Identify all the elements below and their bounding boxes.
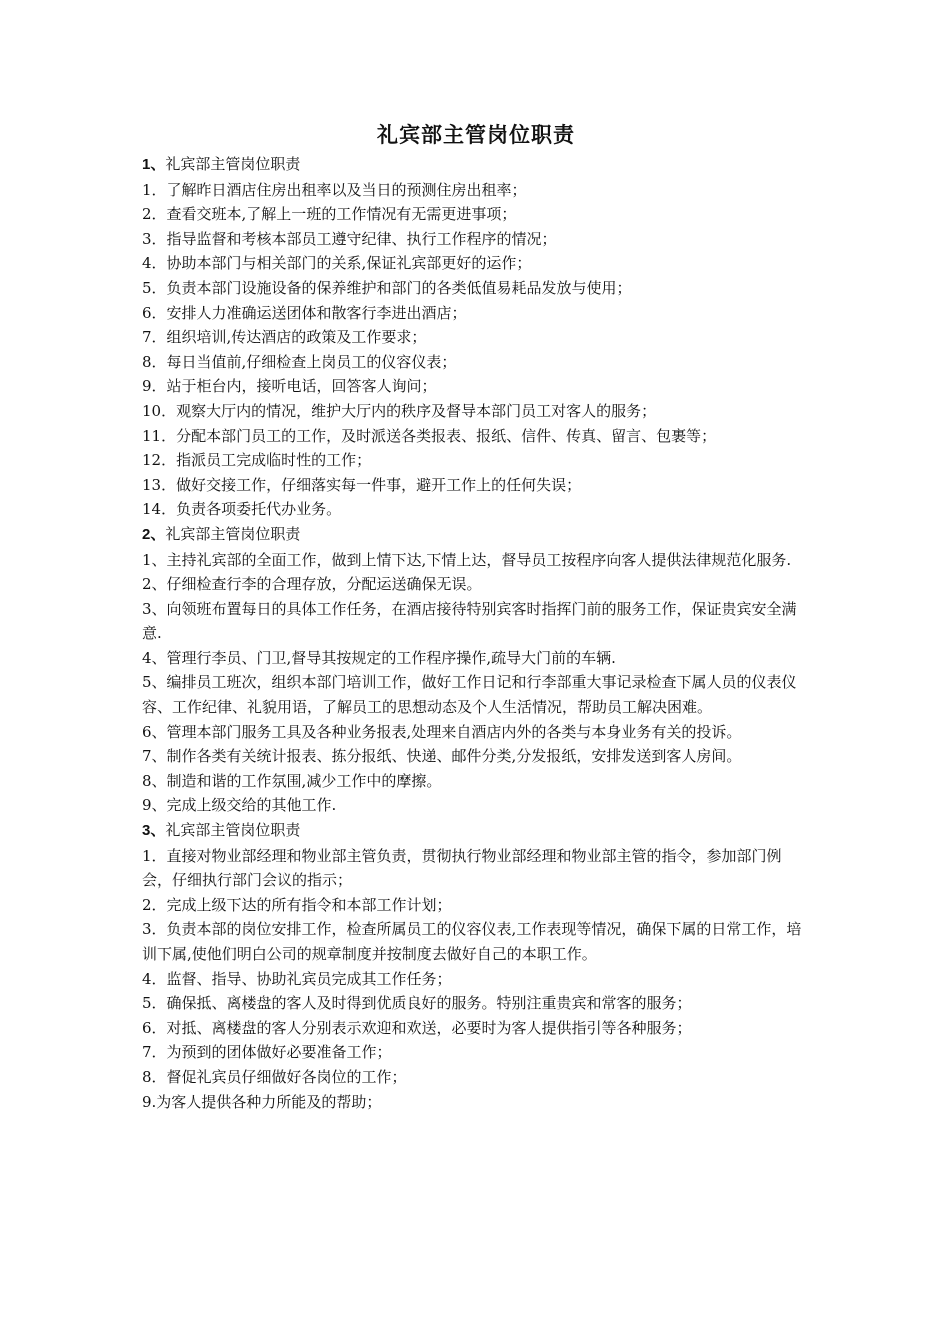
list-item: 11．分配本部门员工的工作，及时派送各类报表、报纸、信件、传真、留言、包裹等； <box>142 426 717 445</box>
list-item: 7、制作各类有关统计报表、拣分报纸、快递、邮件分类,分发报纸，安排发送到客人房间。 <box>142 747 742 766</box>
list-item: 1．直接对物业部经理和物业部主管负责，贯彻执行物业部经理和物业部主管的指令，参加部门例会，仔细执行部门会议的指示； <box>142 846 782 890</box>
section-heading <box>142 818 810 844</box>
list-item: 8．督促礼宾员仔细做好各岗位的工作； <box>142 1067 407 1086</box>
list-item: 10．观察大厅内的情况，维护大厅内的秩序及督导本部门员工对客人的服务； <box>142 401 657 420</box>
section-heading <box>142 522 810 548</box>
list-item: 6、管理本部门服务工具及各种业务报表,处理来自酒店内外的各类与本身业务有关的投诉。 <box>142 722 742 741</box>
section-number: 1、 <box>142 156 166 173</box>
section-heading <box>142 152 810 178</box>
list-item: 8．每日当值前,仔细检查上岗员工的仪容仪表； <box>142 352 457 371</box>
list-item: 9、完成上级交给的其他工作. <box>142 796 337 815</box>
list-item: 6．安排人力准确运送团体和散客行李进出酒店； <box>142 303 467 322</box>
list-item: 3．负责本部的岗位安排工作，检查所属员工的仪容仪表,工作表现等情况，确保下属的日常工作，培训下属,使他们明白公司的规章制度并按制度去做好自己的本职工作。 <box>142 920 802 963</box>
list-item: 4、管理行李员、门卫,督导其按规定的工作程序操作,疏导大门前的车辆. <box>142 648 616 667</box>
document-page <box>142 120 810 1114</box>
list-item: 9．站于柜台内，接听电话，回答客人询问； <box>142 377 437 396</box>
list-item: 3．指导监督和考核本部员工遵守纪律、执行工作程序的情况； <box>142 229 557 248</box>
list-item: 2．完成上级下达的所有指令和本部工作计划； <box>142 895 452 914</box>
list-item: 1．了解昨日酒店住房出租率以及当日的预测住房出租率； <box>142 180 527 199</box>
list-item: 5．确保抵、离楼盘的客人及时得到优质良好的服务。特别注重贵宾和常客的服务； <box>142 994 692 1013</box>
document-title: 礼宾部主管岗位职责 <box>377 122 575 147</box>
list-item: 6．对抵、离楼盘的客人分别表示欢迎和欢送，必要时为客人提供指引等各种服务； <box>142 1018 692 1037</box>
list-item: 7．为预到的团体做好必要准备工作； <box>142 1043 392 1062</box>
section-number: 3、 <box>142 822 166 840</box>
list-item: 2、仔细检查行李的合理存放，分配运送确保无误。 <box>142 575 482 594</box>
section-3 <box>142 818 810 1114</box>
list-item: 13．做好交接工作，仔细落实每一件事，避开工作上的任何失误； <box>142 475 582 494</box>
list-item: 14．负责各项委托代办业务。 <box>142 500 342 519</box>
list-item: 9.为客人提供各种力所能及的帮助； <box>142 1092 382 1111</box>
list-item: 4．监督、指导、协助礼宾员完成其工作任务； <box>142 969 452 988</box>
list-item: 5、编排员工班次，组织本部门培训工作，做好工作日记和行李部重大事记录检查下属人员的仪表仪容、工作纪律、礼貌用语，了解员工的思想动态及个人生活情况，帮助员工解决困难。 <box>142 673 797 717</box>
list-item: 12．指派员工完成临时性的工作； <box>142 451 372 470</box>
list-item: 5．负责本部门设施设备的保养维护和部门的各类低值易耗品发放与使用； <box>142 278 632 297</box>
section-title: 礼宾部主管岗位职责 <box>165 155 301 173</box>
list-item: 7．组织培训,传达酒店的政策及工作要求； <box>142 328 427 347</box>
section-number: 2、 <box>142 525 166 543</box>
list-item: 2．查看交班本,了解上一班的工作情况有无需更进事项； <box>142 205 517 224</box>
section-title: 礼宾部主管岗位职责 <box>165 821 301 840</box>
list-item: 1、主持礼宾部的全面工作，做到上情下达,下情上达，督导员工按程序向客人提供法律规范化服务. <box>142 550 792 569</box>
section-1 <box>142 152 810 522</box>
list-item: 3、向领班布置每日的具体工作任务，在酒店接待特别宾客时指挥门前的服务工作，保证贵宾安全满意. <box>142 599 797 643</box>
section-2 <box>142 522 810 818</box>
section-title: 礼宾部主管岗位职责 <box>165 524 301 543</box>
list-item: 8、制造和谐的工作氛围,减少工作中的摩擦。 <box>142 771 442 790</box>
list-item: 4．协助本部门与相关部门的关系,保证礼宾部更好的运作； <box>142 254 532 273</box>
